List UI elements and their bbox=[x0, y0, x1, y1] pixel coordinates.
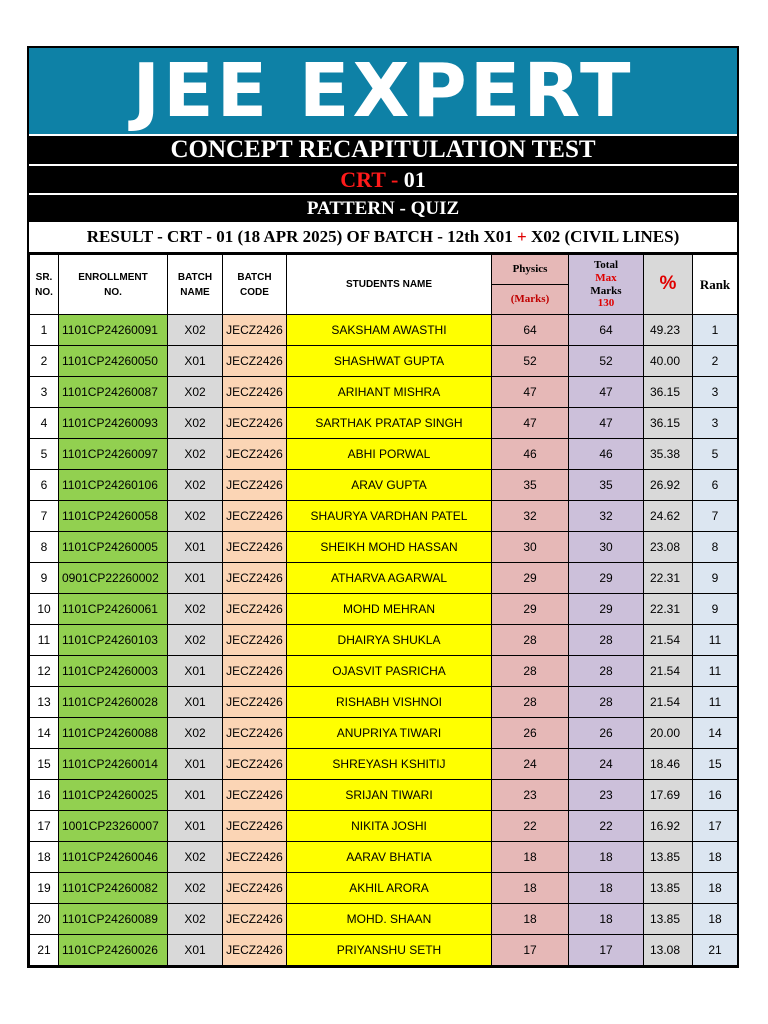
student-name-cell: RISHABH VISHNOI bbox=[287, 687, 492, 718]
sr-cell: 15 bbox=[30, 749, 59, 780]
batch-code-cell: JECZ2426 bbox=[223, 935, 287, 966]
batch-code-cell: JECZ2426 bbox=[223, 501, 287, 532]
enrollment-cell: 1101CP24260088 bbox=[59, 718, 168, 749]
rank-cell: 3 bbox=[693, 377, 738, 408]
student-name-cell: SARTHAK PRATAP SINGH bbox=[287, 408, 492, 439]
table-row bbox=[30, 439, 738, 470]
percent-cell: 20.00 bbox=[644, 718, 693, 749]
sr-cell: 21 bbox=[30, 935, 59, 966]
batch-name-cell: X01 bbox=[168, 563, 223, 594]
physics-marks-cell: 47 bbox=[492, 408, 569, 439]
batch-code-cell: JECZ2426 bbox=[223, 470, 287, 501]
enrollment-cell: 1101CP24260091 bbox=[59, 315, 168, 346]
physics-marks-cell: 17 bbox=[492, 935, 569, 966]
rank-cell: 6 bbox=[693, 470, 738, 501]
sr-cell: 17 bbox=[30, 811, 59, 842]
physics-marks-cell: 23 bbox=[492, 780, 569, 811]
enrollment-cell: 1101CP24260028 bbox=[59, 687, 168, 718]
table-row bbox=[30, 842, 738, 873]
total-marks-cell: 29 bbox=[569, 594, 644, 625]
rank-cell: 14 bbox=[693, 718, 738, 749]
table-row bbox=[30, 780, 738, 811]
enrollment-cell: 1101CP24260082 bbox=[59, 873, 168, 904]
enrollment-cell: 0901CP22260002 bbox=[59, 563, 168, 594]
enrollment-cell: 1101CP24260025 bbox=[59, 780, 168, 811]
batch-name-cell: X02 bbox=[168, 625, 223, 656]
percent-cell: 22.31 bbox=[644, 594, 693, 625]
batch-name-cell: X02 bbox=[168, 408, 223, 439]
batch-code-cell: JECZ2426 bbox=[223, 594, 287, 625]
sr-cell: 8 bbox=[30, 532, 59, 563]
enrollment-cell: 1101CP24260050 bbox=[59, 346, 168, 377]
total-marks-cell: 32 bbox=[569, 501, 644, 532]
table-row bbox=[30, 594, 738, 625]
student-name-cell: ARIHANT MISHRA bbox=[287, 377, 492, 408]
sr-cell: 2 bbox=[30, 346, 59, 377]
student-name-cell: SRIJAN TIWARI bbox=[287, 780, 492, 811]
student-name-cell: AARAV BHATIA bbox=[287, 842, 492, 873]
table-row bbox=[30, 811, 738, 842]
rank-cell: 3 bbox=[693, 408, 738, 439]
enrollment-cell: 1101CP24260103 bbox=[59, 625, 168, 656]
student-name-cell: ARAV GUPTA bbox=[287, 470, 492, 501]
batch-code-cell: JECZ2426 bbox=[223, 563, 287, 594]
total-marks-cell: 26 bbox=[569, 718, 644, 749]
col-header-batch-code: BATCH CODE bbox=[223, 255, 287, 315]
enrollment-cell: 1101CP24260026 bbox=[59, 935, 168, 966]
enrollment-cell: 1101CP24260093 bbox=[59, 408, 168, 439]
col-header-sr: SR. NO. bbox=[30, 255, 59, 315]
student-name-cell: SHREYASH KSHITIJ bbox=[287, 749, 492, 780]
rank-cell: 1 bbox=[693, 315, 738, 346]
student-name-cell: OJASVIT PASRICHA bbox=[287, 656, 492, 687]
percent-cell: 21.54 bbox=[644, 625, 693, 656]
col-header-student-name: STUDENTS NAME bbox=[287, 255, 492, 315]
percent-cell: 17.69 bbox=[644, 780, 693, 811]
brand-banner bbox=[29, 48, 737, 134]
batch-code-cell: JECZ2426 bbox=[223, 811, 287, 842]
batch-name-cell: X01 bbox=[168, 811, 223, 842]
total-marks-cell: 46 bbox=[569, 439, 644, 470]
table-row bbox=[30, 377, 738, 408]
crt-number: 01 bbox=[403, 167, 426, 192]
batch-code-cell: JECZ2426 bbox=[223, 780, 287, 811]
crt-label bbox=[29, 164, 737, 193]
rank-cell: 18 bbox=[693, 873, 738, 904]
physics-marks-cell: 18 bbox=[492, 873, 569, 904]
rank-cell: 17 bbox=[693, 811, 738, 842]
batch-code-cell: JECZ2426 bbox=[223, 346, 287, 377]
sr-cell: 10 bbox=[30, 594, 59, 625]
sr-cell: 19 bbox=[30, 873, 59, 904]
total-marks-cell: 18 bbox=[569, 842, 644, 873]
percent-cell: 35.38 bbox=[644, 439, 693, 470]
percent-cell: 26.92 bbox=[644, 470, 693, 501]
rank-cell: 15 bbox=[693, 749, 738, 780]
result-heading bbox=[29, 222, 737, 254]
batch-code-cell: JECZ2426 bbox=[223, 656, 287, 687]
rank-cell: 8 bbox=[693, 532, 738, 563]
table-row bbox=[30, 873, 738, 904]
physics-marks-cell: 26 bbox=[492, 718, 569, 749]
student-name-cell: SHEIKH MOHD HASSAN bbox=[287, 532, 492, 563]
batch-name-cell: X01 bbox=[168, 935, 223, 966]
sr-cell: 6 bbox=[30, 470, 59, 501]
percent-cell: 21.54 bbox=[644, 656, 693, 687]
batch-name-cell: X01 bbox=[168, 656, 223, 687]
batch-name-cell: X02 bbox=[168, 470, 223, 501]
col-header-enrollment: ENROLLMENT NO. bbox=[59, 255, 168, 315]
physics-marks-cell: 52 bbox=[492, 346, 569, 377]
table-row bbox=[30, 904, 738, 935]
sr-cell: 18 bbox=[30, 842, 59, 873]
table-row bbox=[30, 935, 738, 966]
student-name-cell: MOHD. SHAAN bbox=[287, 904, 492, 935]
batch-name-cell: X02 bbox=[168, 718, 223, 749]
physics-marks-cell: 28 bbox=[492, 656, 569, 687]
col-header-total: Total Max Marks 130 bbox=[569, 255, 644, 315]
enrollment-cell: 1101CP24260046 bbox=[59, 842, 168, 873]
sr-cell: 14 bbox=[30, 718, 59, 749]
percent-cell: 21.54 bbox=[644, 687, 693, 718]
physics-marks-cell: 64 bbox=[492, 315, 569, 346]
result-heading-part-b: X02 (CIVIL LINES) bbox=[530, 227, 680, 246]
total-marks-cell: 24 bbox=[569, 749, 644, 780]
sr-cell: 4 bbox=[30, 408, 59, 439]
batch-name-cell: X02 bbox=[168, 501, 223, 532]
rank-cell: 16 bbox=[693, 780, 738, 811]
enrollment-cell: 1101CP24260003 bbox=[59, 656, 168, 687]
physics-marks-cell: 18 bbox=[492, 842, 569, 873]
batch-name-cell: X02 bbox=[168, 594, 223, 625]
percent-cell: 24.62 bbox=[644, 501, 693, 532]
table-row bbox=[30, 687, 738, 718]
batch-code-cell: JECZ2426 bbox=[223, 532, 287, 563]
batch-code-cell: JECZ2426 bbox=[223, 377, 287, 408]
total-marks-cell: 35 bbox=[569, 470, 644, 501]
batch-code-cell: JECZ2426 bbox=[223, 842, 287, 873]
sr-cell: 3 bbox=[30, 377, 59, 408]
total-marks-cell: 47 bbox=[569, 408, 644, 439]
sr-cell: 13 bbox=[30, 687, 59, 718]
percent-cell: 13.85 bbox=[644, 904, 693, 935]
batch-code-cell: JECZ2426 bbox=[223, 718, 287, 749]
rank-cell: 18 bbox=[693, 842, 738, 873]
rank-cell: 11 bbox=[693, 656, 738, 687]
batch-name-cell: X01 bbox=[168, 346, 223, 377]
batch-name-cell: X02 bbox=[168, 904, 223, 935]
rank-cell: 11 bbox=[693, 625, 738, 656]
table-row bbox=[30, 346, 738, 377]
physics-marks-cell: 47 bbox=[492, 377, 569, 408]
total-marks-cell: 18 bbox=[569, 873, 644, 904]
enrollment-cell: 1101CP24260089 bbox=[59, 904, 168, 935]
physics-marks-cell: 30 bbox=[492, 532, 569, 563]
sr-cell: 1 bbox=[30, 315, 59, 346]
physics-marks-cell: 22 bbox=[492, 811, 569, 842]
table-row bbox=[30, 656, 738, 687]
student-name-cell: DHAIRYA SHUKLA bbox=[287, 625, 492, 656]
result-heading-part-a: RESULT - CRT - 01 (18 APR 2025) OF BATCH - 12th X01 bbox=[86, 227, 513, 246]
percent-cell: 49.23 bbox=[644, 315, 693, 346]
rank-cell: 11 bbox=[693, 687, 738, 718]
batch-code-cell: JECZ2426 bbox=[223, 408, 287, 439]
total-marks-cell: 52 bbox=[569, 346, 644, 377]
percent-cell: 16.92 bbox=[644, 811, 693, 842]
student-name-cell: PRIYANSHU SETH bbox=[287, 935, 492, 966]
rank-cell: 7 bbox=[693, 501, 738, 532]
batch-name-cell: X02 bbox=[168, 377, 223, 408]
rank-cell: 18 bbox=[693, 904, 738, 935]
test-title: CONCEPT RECAPITULATION TEST bbox=[29, 134, 737, 164]
physics-marks-cell: 28 bbox=[492, 625, 569, 656]
total-marks-cell: 28 bbox=[569, 687, 644, 718]
results-table bbox=[29, 254, 738, 966]
total-marks-cell: 29 bbox=[569, 563, 644, 594]
batch-code-cell: JECZ2426 bbox=[223, 439, 287, 470]
total-marks-cell: 64 bbox=[569, 315, 644, 346]
table-row bbox=[30, 749, 738, 780]
percent-cell: 40.00 bbox=[644, 346, 693, 377]
batch-name-cell: X01 bbox=[168, 532, 223, 563]
sr-cell: 20 bbox=[30, 904, 59, 935]
physics-marks-cell: 28 bbox=[492, 687, 569, 718]
student-name-cell: AKHIL ARORA bbox=[287, 873, 492, 904]
enrollment-cell: 1101CP24260014 bbox=[59, 749, 168, 780]
sr-cell: 5 bbox=[30, 439, 59, 470]
enrollment-cell: 1101CP24260058 bbox=[59, 501, 168, 532]
batch-name-cell: X02 bbox=[168, 439, 223, 470]
percent-cell: 36.15 bbox=[644, 408, 693, 439]
total-marks-cell: 30 bbox=[569, 532, 644, 563]
sr-cell: 7 bbox=[30, 501, 59, 532]
physics-marks-cell: 32 bbox=[492, 501, 569, 532]
sr-cell: 16 bbox=[30, 780, 59, 811]
batch-code-cell: JECZ2426 bbox=[223, 315, 287, 346]
table-row bbox=[30, 501, 738, 532]
batch-code-cell: JECZ2426 bbox=[223, 625, 287, 656]
batch-code-cell: JECZ2426 bbox=[223, 749, 287, 780]
plus-sign: + bbox=[517, 227, 527, 246]
enrollment-cell: 1101CP24260005 bbox=[59, 532, 168, 563]
total-marks-cell: 28 bbox=[569, 625, 644, 656]
batch-name-cell: X02 bbox=[168, 842, 223, 873]
percent-cell: 13.08 bbox=[644, 935, 693, 966]
physics-marks-cell: 46 bbox=[492, 439, 569, 470]
total-marks-cell: 28 bbox=[569, 656, 644, 687]
physics-marks-cell: 35 bbox=[492, 470, 569, 501]
total-marks-cell: 47 bbox=[569, 377, 644, 408]
student-name-cell: SAKSHAM AWASTHI bbox=[287, 315, 492, 346]
physics-marks-cell: 29 bbox=[492, 563, 569, 594]
results-body bbox=[30, 315, 738, 966]
col-header-physics-unit: (Marks) bbox=[492, 285, 569, 315]
col-header-rank: Rank bbox=[693, 255, 738, 315]
student-name-cell: NIKITA JOSHI bbox=[287, 811, 492, 842]
rank-cell: 21 bbox=[693, 935, 738, 966]
percent-cell: 23.08 bbox=[644, 532, 693, 563]
table-row bbox=[30, 563, 738, 594]
batch-name-cell: X01 bbox=[168, 780, 223, 811]
student-name-cell: SHAURYA VARDHAN PATEL bbox=[287, 501, 492, 532]
col-header-percent: % bbox=[644, 255, 693, 315]
table-row bbox=[30, 315, 738, 346]
student-name-cell: ANUPRIYA TIWARI bbox=[287, 718, 492, 749]
enrollment-cell: 1101CP24260087 bbox=[59, 377, 168, 408]
percent-cell: 13.85 bbox=[644, 873, 693, 904]
sr-cell: 11 bbox=[30, 625, 59, 656]
total-marks-cell: 17 bbox=[569, 935, 644, 966]
student-name-cell: MOHD MEHRAN bbox=[287, 594, 492, 625]
student-name-cell: ABHI PORWAL bbox=[287, 439, 492, 470]
enrollment-cell: 1101CP24260097 bbox=[59, 439, 168, 470]
enrollment-cell: 1101CP24260106 bbox=[59, 470, 168, 501]
student-name-cell: ATHARVA AGARWAL bbox=[287, 563, 492, 594]
result-sheet bbox=[27, 46, 739, 968]
table-row bbox=[30, 470, 738, 501]
col-header-physics: Physics bbox=[492, 255, 569, 285]
rank-cell: 9 bbox=[693, 563, 738, 594]
batch-name-cell: X02 bbox=[168, 873, 223, 904]
table-row bbox=[30, 625, 738, 656]
total-marks-cell: 18 bbox=[569, 904, 644, 935]
enrollment-cell: 1001CP23260007 bbox=[59, 811, 168, 842]
enrollment-cell: 1101CP24260061 bbox=[59, 594, 168, 625]
student-name-cell: SHASHWAT GUPTA bbox=[287, 346, 492, 377]
percent-cell: 13.85 bbox=[644, 842, 693, 873]
table-row bbox=[30, 718, 738, 749]
pattern-label: PATTERN - QUIZ bbox=[29, 193, 737, 222]
table-row bbox=[30, 408, 738, 439]
batch-name-cell: X01 bbox=[168, 749, 223, 780]
sr-cell: 9 bbox=[30, 563, 59, 594]
sr-cell: 12 bbox=[30, 656, 59, 687]
batch-code-cell: JECZ2426 bbox=[223, 873, 287, 904]
batch-code-cell: JECZ2426 bbox=[223, 687, 287, 718]
brand-title: JEE EXPERT bbox=[132, 48, 634, 134]
batch-name-cell: X01 bbox=[168, 687, 223, 718]
rank-cell: 2 bbox=[693, 346, 738, 377]
batch-name-cell: X02 bbox=[168, 315, 223, 346]
batch-code-cell: JECZ2426 bbox=[223, 904, 287, 935]
percent-cell: 22.31 bbox=[644, 563, 693, 594]
table-row bbox=[30, 532, 738, 563]
col-header-batch-name: BATCH NAME bbox=[168, 255, 223, 315]
percent-cell: 36.15 bbox=[644, 377, 693, 408]
total-marks-cell: 23 bbox=[569, 780, 644, 811]
total-marks-cell: 22 bbox=[569, 811, 644, 842]
percent-cell: 18.46 bbox=[644, 749, 693, 780]
physics-marks-cell: 29 bbox=[492, 594, 569, 625]
physics-marks-cell: 18 bbox=[492, 904, 569, 935]
crt-prefix: CRT - bbox=[340, 167, 404, 192]
rank-cell: 9 bbox=[693, 594, 738, 625]
physics-marks-cell: 24 bbox=[492, 749, 569, 780]
rank-cell: 5 bbox=[693, 439, 738, 470]
